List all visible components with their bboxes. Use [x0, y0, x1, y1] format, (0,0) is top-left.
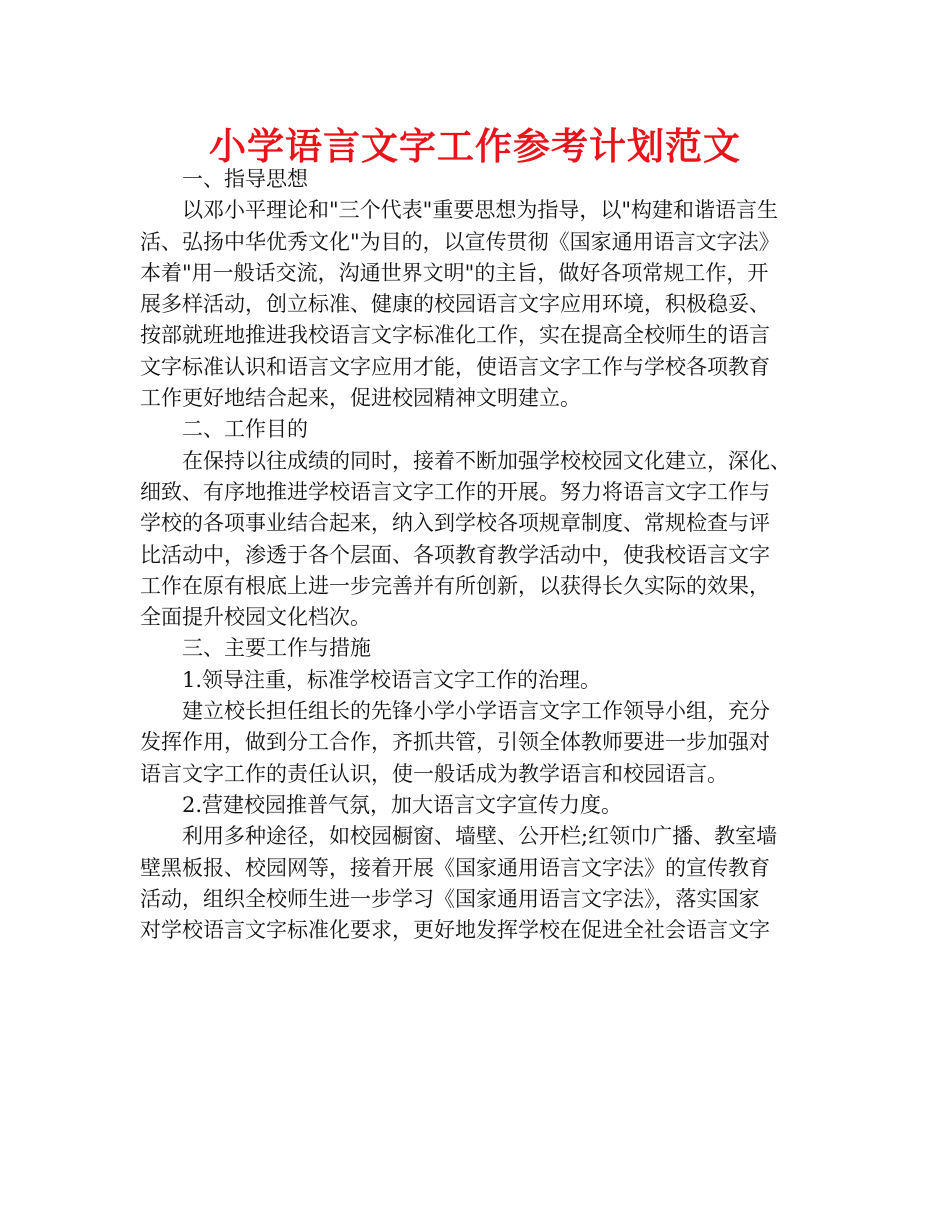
- body-line: 壁黑板报、校园网等，接着开展《国家通用语言文字法》的宣传教育: [140, 855, 770, 880]
- body-line: 以邓小平理论和"三个代表"重要思想为指导，以"构建和谐语言生: [182, 198, 778, 223]
- body-line: 发挥作用，做到分工合作，齐抓共管，引领全体教师要进一步加强对: [140, 730, 770, 755]
- body-line: 文字标准认识和语言文字应用才能，使语言文字工作与学校各项教育: [140, 354, 770, 379]
- body-line: 语言文字工作的责任认识，使一般话成为教学语言和校园语言。: [140, 761, 728, 786]
- body-line: 工作在原有根底上进一步完善并有所创新，以获得长久实际的效果，: [140, 573, 770, 598]
- body-line: 利用多种途径，如校园橱窗、墙壁、公开栏;红领巾广播、教室墙: [182, 824, 778, 849]
- document-title: 小学语言文字工作参考计划范文: [209, 125, 741, 168]
- body-line: 工作更好地结合起来，促进校园精神文明建立。: [140, 386, 581, 411]
- body-line: 二、工作目的: [182, 417, 308, 442]
- body-line: 2.营建校园推普气氛，加大语言文字宣传力度。: [182, 792, 623, 817]
- body-line: 活、弘扬中华优秀文化"为目的，以宣传贯彻《国家通用语言文字法》: [140, 229, 780, 254]
- body-line: 建立校长担任组长的先锋小学小学语言文字工作领导小组，充分: [182, 699, 770, 724]
- body-line: 一、指导思想: [182, 167, 308, 191]
- document-body: [140, 164, 812, 946]
- body-line: 对学校语言文字标准化要求，更好地发挥学校在促进全社会语言文字: [140, 918, 770, 943]
- body-line: 展多样活动，创立标准、健康的校园语言文字应用环境，积极稳妥、: [140, 292, 770, 317]
- body-line: 比活动中，渗透于各个层面、各项教育教学活动中，使我校语言文字: [140, 542, 770, 567]
- body-line: 细致、有序地推进学校语言文字工作的开展。努力将语言文字工作与: [140, 479, 770, 504]
- body-line: 全面提升校园文化档次。: [140, 605, 371, 630]
- body-line: 学校的各项事业结合起来，纳入到学校各项规章制度、常规检查与评: [140, 511, 770, 536]
- body-line: 按部就班地推进我校语言文字标准化工作，实在提高全校师生的语言: [140, 323, 770, 348]
- body-line: 1.领导注重，标准学校语言文字工作的治理。: [182, 667, 602, 692]
- body-line: 在保持以往成绩的同时，接着不断加强学校校园文化建立，深化、: [182, 448, 791, 473]
- body-line: 三、主要工作与措施: [182, 636, 371, 661]
- body-line: 活动，组织全校师生进一步学习《国家通用语言文字法》，落实国家: [140, 886, 760, 911]
- body-line: 本着"用一般话交流，沟通世界文明"的主旨，做好各项常规工作，开: [140, 260, 769, 285]
